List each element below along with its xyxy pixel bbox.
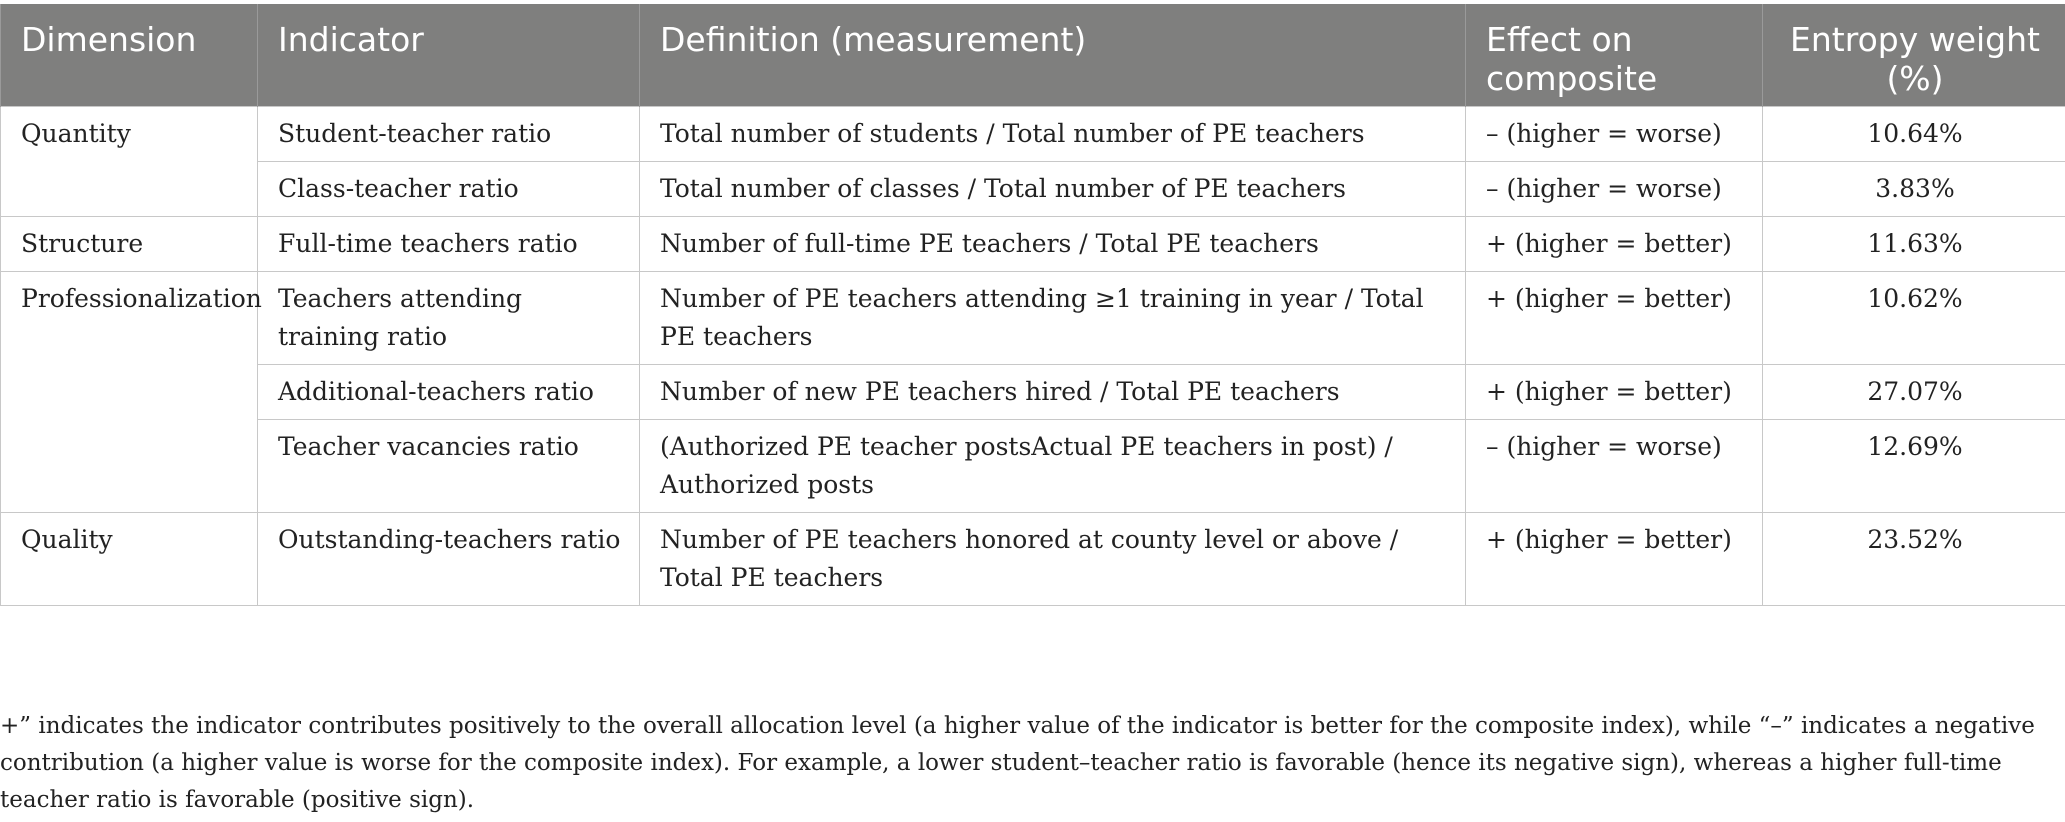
indicator-cell: Teacher vacancies ratio <box>258 420 640 513</box>
indicator-cell: Outstanding-teachers ratio <box>258 513 640 606</box>
table-row <box>1 365 2065 420</box>
table-row <box>1 162 2065 217</box>
table-row <box>1 217 2065 272</box>
dimension-cell: Quality <box>1 513 258 606</box>
definition-cell: Number of full-time PE teachers / Total PE teachers <box>640 217 1466 272</box>
effect-cell: + (higher = better) <box>1466 513 1763 606</box>
weight-cell: 10.62% <box>1763 272 2065 365</box>
effect-cell: + (higher = better) <box>1466 365 1763 420</box>
dimension-cell: Structure <box>1 217 258 272</box>
effect-cell: – (higher = worse) <box>1466 107 1763 162</box>
header-entropy-weight: Entropy weight (%) <box>1763 4 2065 107</box>
effect-cell: – (higher = worse) <box>1466 162 1763 217</box>
table-header <box>1 4 2065 107</box>
definition-cell: Total number of students / Total number of PE teachers <box>640 107 1466 162</box>
table-row <box>1 420 2065 513</box>
dimension-cell: Professionalization <box>1 272 258 513</box>
indicator-cell: Teachers attending training ratio <box>258 272 640 365</box>
table-footnote: +” indicates the indicator contributes positively to the overall allocation level (a higher value of the indicator is better for the composite index), while “–” indicates a negative contribution (a higher value is worse for the composite index). For example, a lower student–teacher ratio is favorable (hence its negative sign), whereas a higher full-time teacher ratio is favorable (positive sign). <box>0 713 2035 813</box>
indicator-cell: Full-time teachers ratio <box>258 217 640 272</box>
indicator-cell: Class-teacher ratio <box>258 162 640 217</box>
definition-cell: Total number of classes / Total number of PE teachers <box>640 162 1466 217</box>
weight-cell: 10.64% <box>1763 107 2065 162</box>
definition-cell: (Authorized PE teacher postsActual PE teachers in post) / Authorized posts <box>640 420 1466 513</box>
weight-cell: 27.07% <box>1763 365 2065 420</box>
weight-cell: 12.69% <box>1763 420 2065 513</box>
table-row <box>1 272 2065 365</box>
header-dimension: Dimension <box>1 4 258 107</box>
header-definition: Definition (measurement) <box>640 4 1466 107</box>
effect-cell: – (higher = worse) <box>1466 420 1763 513</box>
indicator-cell: Student-teacher ratio <box>258 107 640 162</box>
weight-cell: 11.63% <box>1763 217 2065 272</box>
definition-cell: Number of new PE teachers hired / Total PE teachers <box>640 365 1466 420</box>
table-row <box>1 513 2065 606</box>
table-row <box>1 107 2065 162</box>
definition-cell: Number of PE teachers attending ≥1 training in year / Total PE teachers <box>640 272 1466 365</box>
indicator-cell: Additional-teachers ratio <box>258 365 640 420</box>
weight-cell: 23.52% <box>1763 513 2065 606</box>
dimension-cell: Quantity <box>1 107 258 217</box>
header-effect: Effect on composite <box>1466 4 1763 107</box>
header-indicator: Indicator <box>258 4 640 107</box>
table-body <box>1 107 2065 606</box>
effect-cell: + (higher = better) <box>1466 272 1763 365</box>
indicator-table <box>0 4 2065 606</box>
header-row <box>1 4 2065 107</box>
weight-cell: 3.83% <box>1763 162 2065 217</box>
definition-cell: Number of PE teachers honored at county level or above / Total PE teachers <box>640 513 1466 606</box>
effect-cell: + (higher = better) <box>1466 217 1763 272</box>
